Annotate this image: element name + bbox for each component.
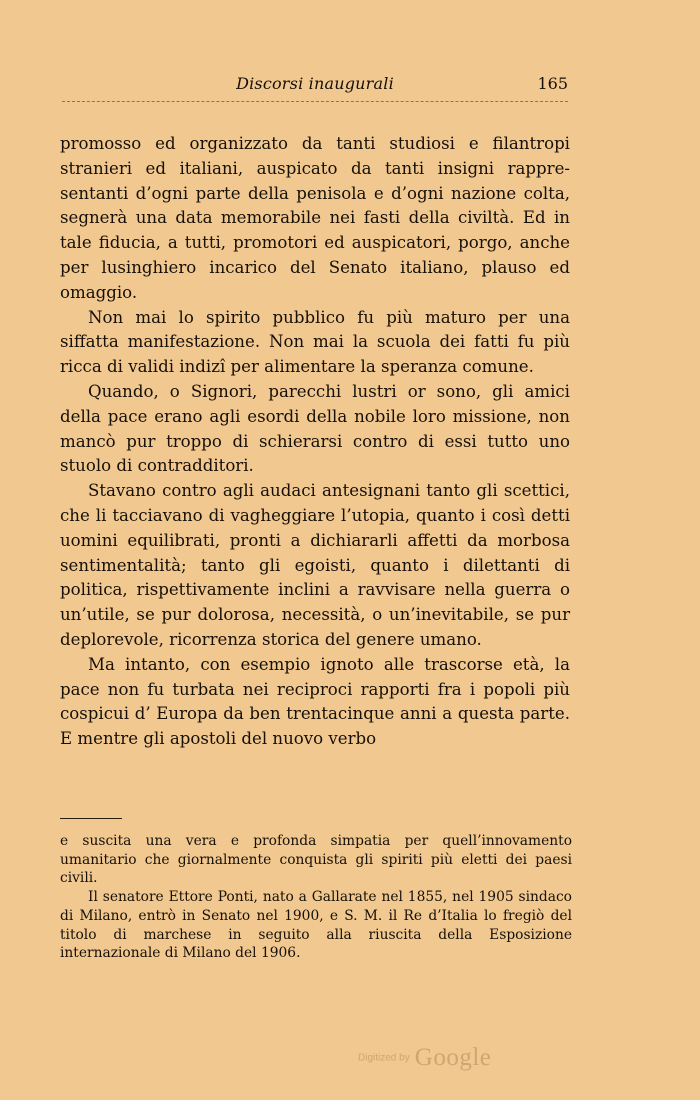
footnote-continuation: e suscita una vera e profonda simpatia per quell’innovamento umanitario che giornalmente conquista gli spiriti più eletti dei paesi civili. — [60, 833, 572, 887]
google-logo: Google — [414, 1044, 492, 1071]
running-title: Discorsi inaugurali — [236, 74, 394, 93]
body-paragraph-5: Ma intanto, con esempio ignoto alle trascorse età, la pace non fu turbata nei reciproci rapporti fra i popoli più cospicui d’ Europa da ben trentacinque anni a questa parte. E mentre gli apostoli del nuovo verbo — [60, 654, 570, 749]
main-text — [60, 132, 570, 752]
body-paragraph-4: Stavano contro agli audaci antesignani tanto gli scettici, che li tacciavano di vagheggiare l’utopia, quanto i così detti uomini equilibrati, pronti a dichiararli affetti da morbosa sentimentalità; tanto gli egoisti, quanto i dilettanti di politica, rispettivamente inclini a ravvisare nella guerra o un’utile, se pur dolorosa, necessità, o un’inevitabile, se pur deplorevole, ricorrenza storica del genere umano. — [60, 481, 570, 649]
watermark-prefix: Digitized by — [358, 1052, 410, 1064]
body-paragraph-3: Quando, o Signori, parecchi lustri or sono, gli amici della pace erano agli esordi della nobile loro missione, non mancò pur troppo di schierarsi contro di essi tutto uno stuolo di contradditori. — [60, 381, 570, 476]
digitized-watermark — [358, 1044, 518, 1078]
page-number: 165 — [537, 74, 568, 93]
footnote-ponti: Il senatore Ettore Ponti, nato a Gallarate nel 1855, nel 1905 sindaco di Milano, entrò in Senato nel 1900, e S. M. il Re d’Italia lo fregiò del titolo di marchese in seguito alla riuscita della Esposizione internazionale di Milano del 1906. — [60, 889, 572, 962]
footnote-rule — [60, 818, 122, 819]
running-header — [62, 74, 568, 98]
body-paragraph-2: Non mai lo spirito pubblico fu più maturo per una siffatta manifestazione. Non mai la scuola dei fatti fu più ricca di validi indizî per alimentare la speranza comune. — [60, 307, 570, 377]
footnotes — [60, 832, 572, 963]
body-paragraph-1: promosso ed organizzato da tanti studiosi e filantropi stranieri ed italiani, auspicato da tanti insigni rappresentanti d’ogni parte della penisola e d’ogni nazione colta, segnerà una data memorabile nei fasti della civiltà. Ed in tale fiducia, a tutti, promotori ed auspicatori, porgo, anche per lusinghiero incarico del Senato italiano, plauso ed omaggio. — [60, 134, 570, 302]
header-rule — [62, 101, 568, 102]
